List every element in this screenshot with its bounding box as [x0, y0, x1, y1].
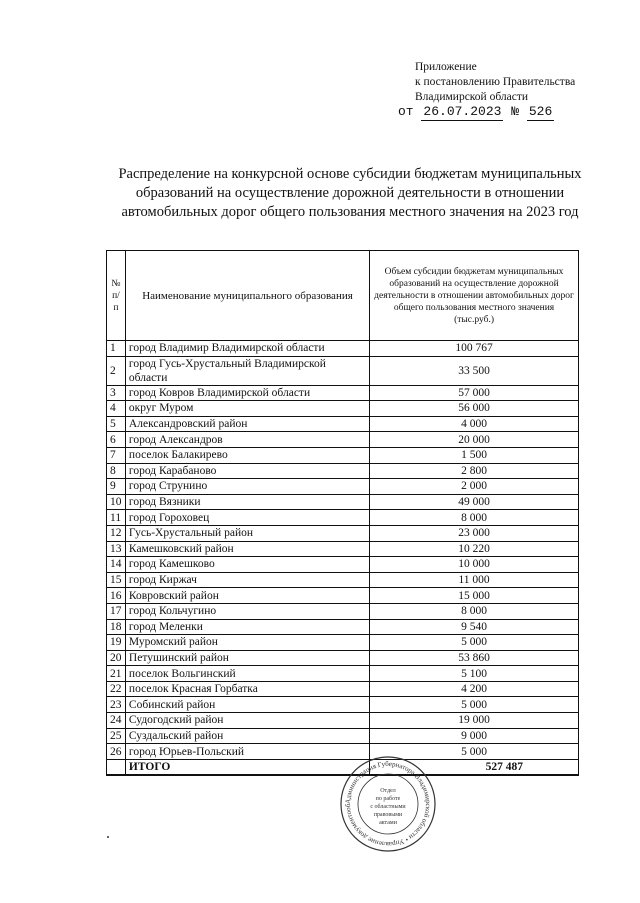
row-subsidy-value: 2 800 — [370, 463, 579, 479]
row-number: 3 — [107, 385, 126, 401]
row-number: 6 — [107, 432, 126, 448]
table-row — [107, 494, 579, 510]
row-subsidy-value: 57 000 — [370, 385, 579, 401]
row-subsidy-value: 10 220 — [370, 541, 579, 557]
row-subsidy-value: 5 100 — [370, 666, 579, 682]
decree-date-line — [398, 104, 554, 121]
title-line-1: Распределение на конкурсной основе субсидии бюджетам муниципальных — [118, 166, 582, 182]
row-subsidy-value: 56 000 — [370, 401, 579, 417]
table-row — [107, 463, 579, 479]
row-subsidy-value: 19 000 — [370, 713, 579, 729]
row-subsidy-value: 9 000 — [370, 728, 579, 744]
row-municipality: город Карабаново — [125, 463, 369, 479]
stamp-inner-5: актами — [379, 820, 397, 826]
appendix-region: Владимирской области — [415, 91, 529, 103]
title-line-2: образований на осуществление дорожной деятельности в отношении — [135, 185, 565, 201]
row-number: 20 — [107, 650, 126, 666]
col-header-number: № п/п — [107, 251, 126, 341]
row-number: 7 — [107, 447, 126, 463]
stamp-inner-1: Отдел — [380, 788, 396, 794]
row-municipality: город Киржач — [125, 572, 369, 588]
table-row — [107, 603, 579, 619]
row-number: 22 — [107, 681, 126, 697]
appendix-header — [415, 60, 575, 105]
row-subsidy-value: 15 000 — [370, 588, 579, 604]
row-municipality: Муромский район — [125, 635, 369, 651]
row-subsidy-value: 9 540 — [370, 619, 579, 635]
row-subsidy-value: 20 000 — [370, 432, 579, 448]
table-body — [107, 341, 579, 776]
col-header-value: Объем субсидии бюджетам муниципальных образований на осуществление дорожной деятельности в отношении автомобильных дорог общего пользования местного значения (тыс.руб.) — [370, 251, 579, 341]
table-row — [107, 341, 579, 357]
appendix-label: Приложение — [415, 61, 477, 73]
title-line-3: автомобильных дорог общего пользования местного значения на 2023 год — [121, 204, 579, 220]
row-subsidy-value: 49 000 — [370, 494, 579, 510]
row-subsidy-value: 53 860 — [370, 650, 579, 666]
row-municipality: город Меленки — [125, 619, 369, 635]
table-row — [107, 447, 579, 463]
row-municipality: город Струнино — [125, 479, 369, 495]
table-row — [107, 666, 579, 682]
table-row — [107, 697, 579, 713]
table-row — [107, 432, 579, 448]
decree-date: 26.07.2023 — [423, 104, 502, 119]
total-number-cell — [107, 759, 126, 775]
row-subsidy-value: 8 000 — [370, 603, 579, 619]
row-number: 26 — [107, 744, 126, 760]
row-subsidy-value: 8 000 — [370, 510, 579, 526]
row-municipality: округ Муром — [125, 401, 369, 417]
official-stamp — [338, 754, 438, 854]
row-subsidy-value: 5 000 — [370, 744, 579, 760]
table-row — [107, 479, 579, 495]
row-subsidy-value: 10 000 — [370, 557, 579, 573]
row-municipality: Гусь-Хрустальный район — [125, 525, 369, 541]
row-number: 16 — [107, 588, 126, 604]
table-row — [107, 635, 579, 651]
row-municipality: Суздальский район — [125, 728, 369, 744]
date-prefix: от — [398, 104, 414, 119]
stamp-outer-text: Администрация Губернатора Владимирской области • Управление документооб — [343, 759, 433, 849]
table-row — [107, 619, 579, 635]
col-header-name: Наименование муниципального образования — [125, 251, 369, 341]
row-municipality: поселок Красная Горбатка — [125, 681, 369, 697]
row-subsidy-value: 1 500 — [370, 447, 579, 463]
table-row — [107, 681, 579, 697]
stamp-inner-4: правовыми — [373, 812, 403, 818]
table-row — [107, 650, 579, 666]
row-number: 18 — [107, 619, 126, 635]
row-subsidy-value: 33 500 — [370, 356, 579, 385]
row-subsidy-value: 23 000 — [370, 525, 579, 541]
row-number: 19 — [107, 635, 126, 651]
table-header-row — [107, 251, 579, 341]
row-number: 2 — [107, 356, 126, 385]
row-municipality: Александровский район — [125, 416, 369, 432]
row-number: 24 — [107, 713, 126, 729]
table-row — [107, 356, 579, 385]
stamp-seal — [338, 754, 438, 854]
table-row — [107, 525, 579, 541]
table-row — [107, 385, 579, 401]
appendix-decree-ref: к постановлению Правительства — [415, 76, 576, 88]
row-municipality: город Ковров Владимирской области — [125, 385, 369, 401]
table-row — [107, 588, 579, 604]
row-subsidy-value: 2 000 — [370, 479, 579, 495]
row-number: 25 — [107, 728, 126, 744]
row-municipality: город Гусь-Хрустальный Владимирской области — [125, 356, 369, 385]
row-municipality: поселок Балакирево — [125, 447, 369, 463]
row-municipality: Петушинский район — [125, 650, 369, 666]
row-number: 12 — [107, 525, 126, 541]
table-row — [107, 416, 579, 432]
row-number: 13 — [107, 541, 126, 557]
number-prefix: № — [511, 104, 520, 119]
table-row — [107, 557, 579, 573]
row-number: 23 — [107, 697, 126, 713]
row-number: 17 — [107, 603, 126, 619]
table-row — [107, 572, 579, 588]
row-subsidy-value: 4 200 — [370, 681, 579, 697]
total-value: 527 487 — [370, 759, 579, 775]
row-municipality: город Александров — [125, 432, 369, 448]
scan-speck — [107, 836, 109, 838]
row-number: 4 — [107, 401, 126, 417]
table-row — [107, 510, 579, 526]
row-municipality: город Гороховец — [125, 510, 369, 526]
stamp-inner-3: с областными — [370, 804, 406, 810]
row-municipality: город Камешково — [125, 557, 369, 573]
row-municipality: Судогодский район — [125, 713, 369, 729]
row-subsidy-value: 4 000 — [370, 416, 579, 432]
stamp-inner-2: по работе — [375, 796, 401, 802]
row-subsidy-value: 100 767 — [370, 341, 579, 357]
row-municipality: город Вязники — [125, 494, 369, 510]
row-number: 14 — [107, 557, 126, 573]
row-number: 10 — [107, 494, 126, 510]
row-municipality: город Владимир Владимирской области — [125, 341, 369, 357]
subsidy-table — [106, 250, 579, 776]
row-municipality: Ковровский район — [125, 588, 369, 604]
row-number: 15 — [107, 572, 126, 588]
row-subsidy-value: 5 000 — [370, 697, 579, 713]
row-municipality: Собинский район — [125, 697, 369, 713]
row-municipality: поселок Вольгинский — [125, 666, 369, 682]
row-municipality: Камешковский район — [125, 541, 369, 557]
table-row — [107, 713, 579, 729]
row-number: 1 — [107, 341, 126, 357]
decree-number: 526 — [528, 104, 553, 119]
total-label: ИТОГО — [125, 759, 369, 775]
row-municipality: город Юрьев-Польский — [125, 744, 369, 760]
table-row — [107, 401, 579, 417]
row-subsidy-value: 11 000 — [370, 572, 579, 588]
table-row — [107, 541, 579, 557]
table-row — [107, 728, 579, 744]
row-number: 11 — [107, 510, 126, 526]
row-municipality: город Кольчугино — [125, 603, 369, 619]
row-subsidy-value: 5 000 — [370, 635, 579, 651]
row-number: 21 — [107, 666, 126, 682]
row-number: 5 — [107, 416, 126, 432]
row-number: 8 — [107, 463, 126, 479]
row-number: 9 — [107, 479, 126, 495]
document-title — [100, 165, 600, 222]
